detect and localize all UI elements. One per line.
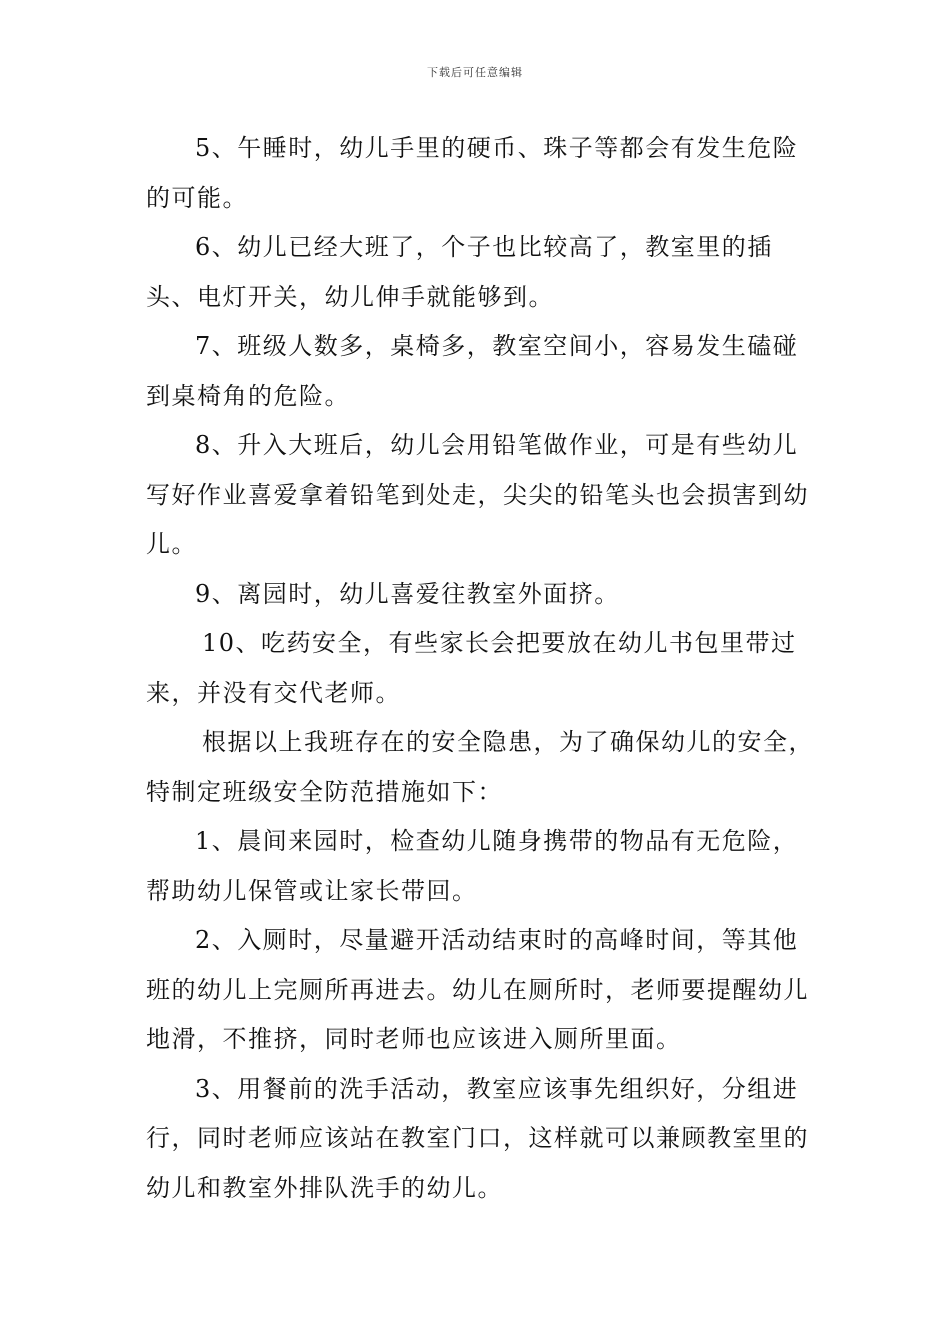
paragraph-item-7: 7、班级人数多，桌椅多，教室空间小，容易发生磕碰到桌椅角的危险。 <box>146 332 799 410</box>
paragraph-item-10: 10、吃药安全，有些家长会把要放在幼儿书包里带过来，并没有交代老师。 <box>146 629 797 707</box>
paragraph-summary: 根据以上我班存在的安全隐患，为了确保幼儿的安全，特制定班级安全防范措施如下： <box>146 728 814 806</box>
document-body <box>146 124 816 1213</box>
measure-item-1: 1、晨间来园时，检查幼儿随身携带的物品有无危险，帮助幼儿保管或让家长带回。 <box>146 827 799 905</box>
paragraph-item-5: 5、午睡时，幼儿手里的硬币、珠子等都会有发生危险的可能。 <box>146 134 799 212</box>
measure-item-3: 3、用餐前的洗手活动，教室应该事先组织好，分组进行，同时老师应该站在教室门口，这样就可以兼顾教室里的幼儿和教室外排队洗手的幼儿。 <box>146 1074 809 1202</box>
paragraph-item-6: 6、幼儿已经大班了，个子也比较高了，教室里的插头、电灯开关，幼儿伸手就能够到。 <box>146 233 773 311</box>
header-note: 下载后可任意编辑 <box>427 66 523 79</box>
measure-item-2: 2、入厕时，尽量避开活动结束时的高峰时间，等其他班的幼儿上完厕所再进去。幼儿在厕所时，老师要提醒幼儿地滑，不推挤，同时老师也应该进入厕所里面。 <box>146 926 809 1053</box>
paragraph-item-8: 8、升入大班后，幼儿会用铅笔做作业，可是有些幼儿写好作业喜爱拿着铅笔到处走，尖尖的铅笔头也会损害到幼儿。 <box>146 431 809 558</box>
paragraph-item-9: 9、离园时，幼儿喜爱往教室外面挤。 <box>195 579 620 608</box>
